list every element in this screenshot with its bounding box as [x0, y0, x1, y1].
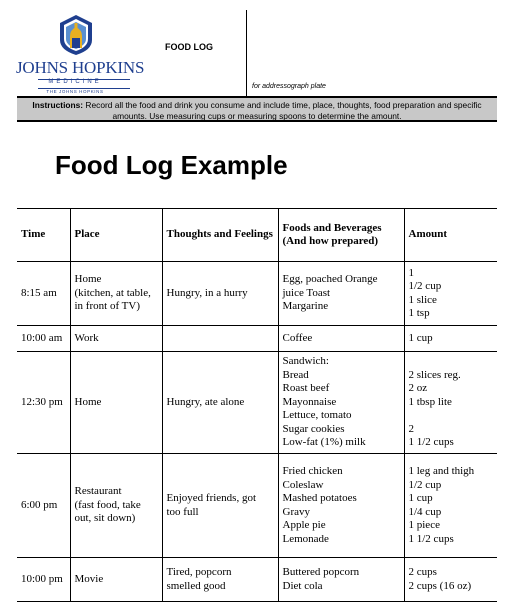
foods-cell-line: Fried chicken	[282, 465, 343, 477]
amount-cell-line: 1 cup	[408, 492, 433, 504]
amount-cell-line: 1	[408, 266, 414, 279]
header-place: Place	[70, 209, 162, 262]
amount-cell	[404, 352, 497, 454]
amount-cell-line	[409, 355, 494, 369]
thoughts-cell-line: too full	[166, 505, 199, 518]
header-amount: Amount	[404, 209, 497, 262]
foods-cell-line: Low-fat (1%) milk	[282, 436, 366, 449]
foods-cell-line: Margarine	[282, 300, 329, 313]
amount-cell-line: 1 piece	[408, 519, 440, 531]
place-cell	[70, 352, 162, 454]
table-body	[17, 262, 497, 602]
table-row	[17, 326, 497, 352]
thoughts-cell-line: Hungry, ate alone	[166, 395, 245, 408]
header-foods: Foods and Beverages (And how prepared)	[278, 209, 404, 262]
page-title: Food Log Example	[55, 150, 288, 180]
time-cell	[17, 326, 70, 352]
header-time: Time	[17, 209, 70, 262]
time-cell	[17, 454, 70, 558]
foods-cell-line: Bread	[282, 368, 309, 381]
form-title: FOOD LOG	[165, 42, 213, 52]
thoughts-cell	[162, 352, 278, 454]
foods-cell-line: Roast beef	[282, 382, 330, 395]
foods-cell	[278, 454, 404, 558]
amount-cell-line: 1 tsp	[408, 307, 430, 319]
foods-cell-line: Buttered popcorn	[282, 566, 360, 578]
amount-cell-line: 2 oz	[408, 382, 428, 395]
amount-cell	[404, 454, 497, 558]
time-cell-line: 12:30 pm	[21, 395, 63, 408]
thoughts-cell-line: smelled good	[166, 579, 226, 592]
brand-medicine: MEDICINE	[48, 79, 102, 85]
thoughts-cell	[162, 262, 278, 326]
foods-cell-line: Diet cola	[282, 579, 323, 592]
time-cell-line: 8:15 am	[21, 286, 57, 299]
johns-hopkins-logo	[16, 12, 145, 96]
amount-cell-line: 1 slice	[408, 293, 437, 306]
time-cell-line: 6:00 pm	[21, 498, 58, 511]
amount-cell	[404, 262, 497, 326]
place-cell	[70, 454, 162, 558]
table-row	[17, 262, 497, 326]
foods-cell-line: Lettuce, tomato	[282, 409, 352, 422]
foods-cell-line: Apple pie	[282, 519, 326, 531]
instructions-label: Instructions:	[32, 100, 84, 110]
place-cell	[70, 558, 162, 602]
table-row	[17, 454, 497, 558]
foods-cell-line: juice Toast	[282, 286, 331, 299]
place-cell-line: Work	[74, 331, 99, 344]
place-cell	[70, 326, 162, 352]
place-cell-line: out, sit down)	[74, 512, 136, 525]
table-row	[17, 352, 497, 454]
amount-cell-line: 1 tbsp lite	[408, 395, 452, 408]
thoughts-cell	[162, 454, 278, 558]
foods-cell-line: Sugar cookies	[282, 422, 345, 435]
thoughts-cell-line: Enjoyed friends, got	[166, 492, 257, 504]
amount-cell-line: 2 slices reg.	[408, 368, 461, 381]
amount-cell	[404, 558, 497, 602]
time-cell	[17, 558, 70, 602]
brand-name: JOHNS HOPKINS	[16, 58, 145, 77]
thoughts-cell-line: Tired, popcorn	[166, 566, 232, 578]
thoughts-cell-line: Hungry, in a hurry	[166, 286, 248, 299]
amount-cell-line: 1/2 cup	[408, 478, 442, 491]
foods-cell-line: Egg, poached Orange	[282, 273, 378, 286]
place-cell-line: Movie	[74, 572, 104, 585]
document-header	[0, 0, 518, 96]
place-cell-line: Home	[74, 395, 102, 408]
place-cell	[70, 262, 162, 326]
foods-cell-line: Lemonade	[282, 532, 329, 545]
foods-cell	[278, 352, 404, 454]
place-cell-line: (kitchen, at table,	[74, 286, 151, 299]
place-cell-line: (fast food, take	[74, 498, 141, 511]
time-cell	[17, 352, 70, 454]
amount-cell-line: 1 1/2 cups	[408, 532, 454, 545]
table-header-row	[17, 209, 497, 262]
foods-cell-line: Mashed potatoes	[282, 492, 357, 504]
thoughts-cell	[162, 558, 278, 602]
foods-cell-line: Coleslaw	[282, 478, 324, 491]
amount-cell-line: 1 leg and thigh	[408, 465, 475, 477]
shield-icon	[59, 14, 93, 56]
brand-hospital-line1: THE JOHNS HOPKINS	[46, 89, 104, 94]
foods-cell	[278, 262, 404, 326]
amount-cell-line: 2	[408, 422, 414, 435]
amount-cell-line	[409, 409, 494, 423]
place-cell-line: Home	[74, 273, 102, 286]
food-log-table	[17, 208, 497, 602]
instructions-bar	[17, 96, 497, 122]
foods-cell-line: Mayonnaise	[282, 395, 337, 408]
place-cell-line: Restaurant	[74, 485, 122, 498]
amount-cell-line: 1 cup	[408, 331, 433, 344]
place-cell-line: in front of TV)	[74, 300, 140, 313]
amount-cell-line: 2 cups	[408, 566, 437, 578]
amount-cell-line: 1/2 cup	[408, 280, 442, 292]
foods-cell	[278, 558, 404, 602]
amount-cell	[404, 326, 497, 352]
foods-cell-line: Gravy	[282, 505, 310, 518]
foods-cell-line: Coffee	[282, 331, 313, 344]
foods-cell	[278, 326, 404, 352]
time-cell-line: 10:00 pm	[21, 572, 63, 585]
thoughts-cell	[162, 326, 278, 352]
foods-cell-line: Sandwich:	[282, 355, 329, 368]
time-cell	[17, 262, 70, 326]
header-divider	[246, 10, 247, 96]
instructions-text: Record all the food and drink you consume and include time, place, thoughts, food preparation and specific amounts. Use measuring cups or measuring spoons to determine the amount.	[83, 100, 482, 121]
amount-cell-line: 1 1/2 cups	[408, 436, 454, 449]
amount-cell-line: 2 cups (16 oz)	[408, 579, 472, 592]
header-thoughts: Thoughts and Feelings	[162, 209, 278, 262]
table-row	[17, 558, 497, 602]
time-cell-line: 10:00 am	[21, 331, 63, 344]
addressograph-label: for addressograph plate	[252, 83, 326, 90]
amount-cell-line: 1/4 cup	[408, 505, 442, 518]
